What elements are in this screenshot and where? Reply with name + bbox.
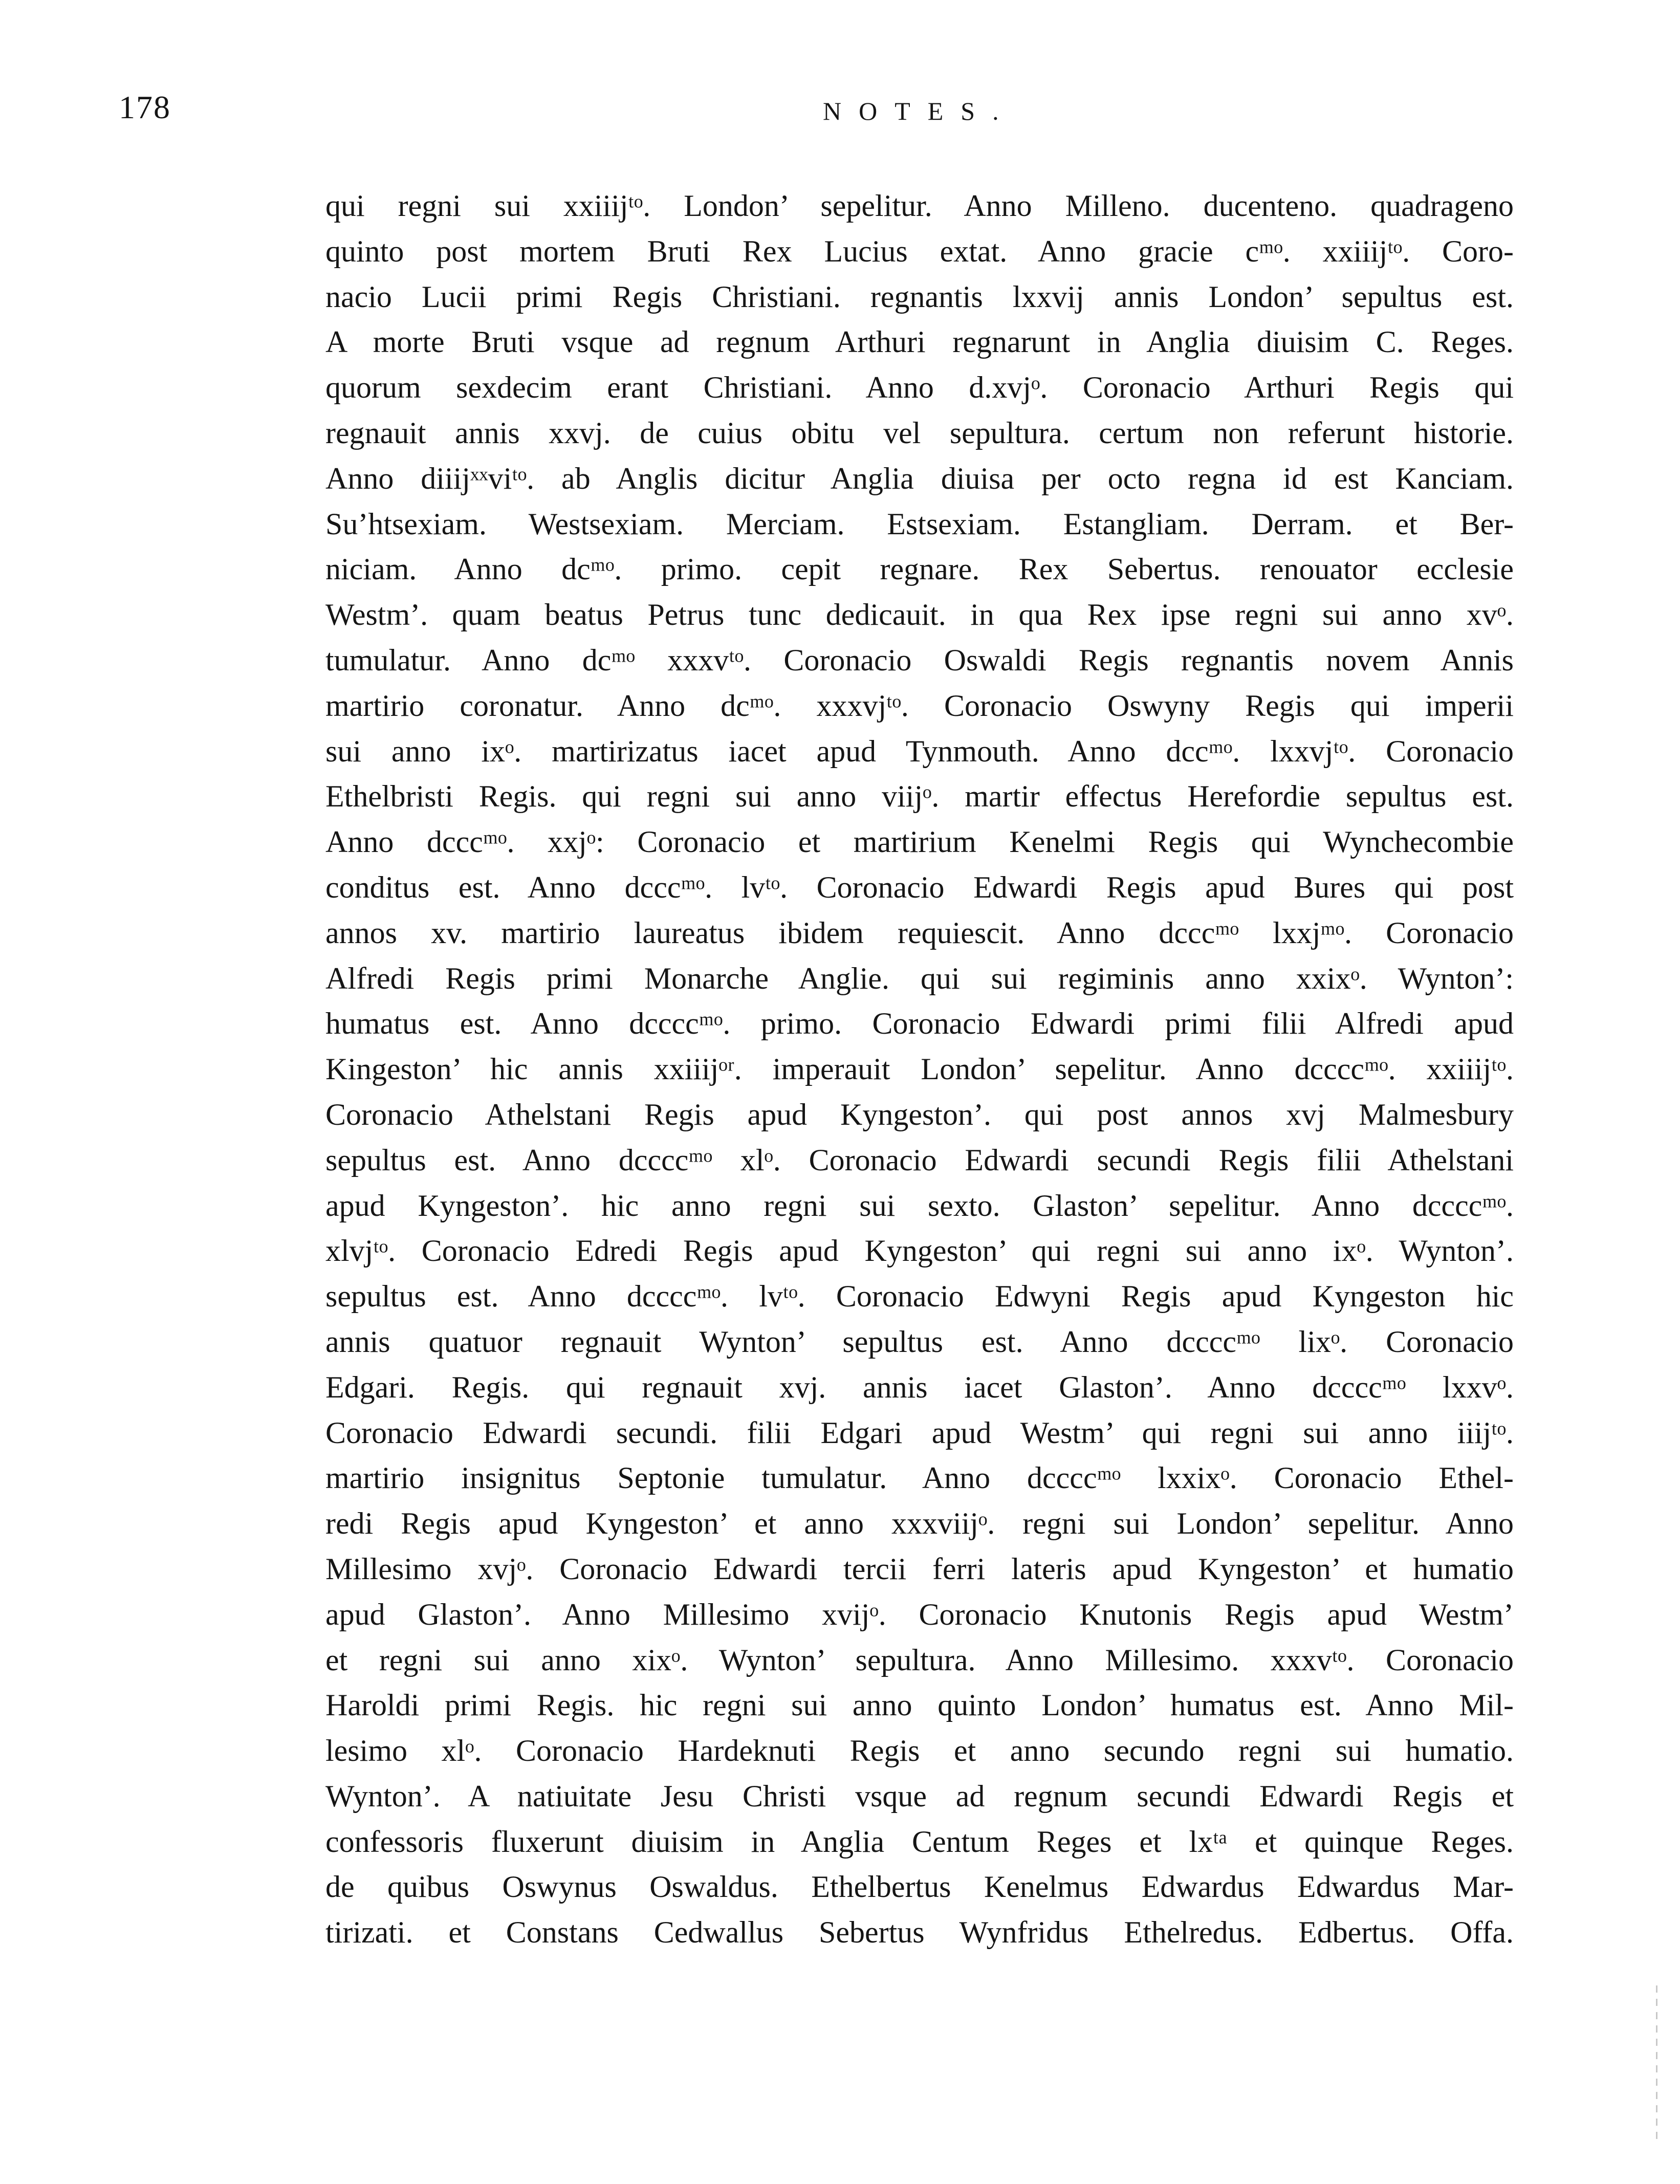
text-line: tirizati. et Constans Cedwallus Sebertus Wynfridus Ethelredus. Edbertus. Offa. bbox=[325, 1915, 1514, 1950]
text-line: annos xv. martirio laureatus ibidem requiescit. Anno dcccᵐᵒ lxxjᵐᵒ. Coronacio bbox=[325, 915, 1514, 950]
text-line: martirio insignitus Septonie tumulatur. Anno dccccᵐᵒ lxxixᵒ. Coronacio Ethel- bbox=[325, 1461, 1514, 1495]
text-line: Haroldi primi Regis. hic regni sui anno quinto London’ humatus est. Anno Mil- bbox=[325, 1688, 1514, 1722]
text-line: regnauit annis xxvj. de cuius obitu vel sepultura. certum non referunt historie. bbox=[325, 416, 1514, 450]
text-line: Wynton’. A natiuitate Jesu Christi vsque ad regnum secundi Edwardi Regis et bbox=[325, 1779, 1514, 1813]
text-line: tumulatur. Anno dcᵐᵒ xxxvᵗᵒ. Coronacio Oswaldi Regis regnantis novem Annis bbox=[325, 643, 1514, 677]
text-line: de quibus Oswynus Oswaldus. Ethelbertus Kenelmus Edwardus Edwardus Mar- bbox=[325, 1870, 1514, 1904]
text-line: Kingeston’ hic annis xxiiijᵒʳ. imperauit London’ sepelitur. Anno dccccᵐᵒ. xxiiijᵗᵒ. bbox=[325, 1052, 1514, 1086]
text-line: Alfredi Regis primi Monarche Anglie. qui sui regiminis anno xxixᵒ. Wynton’: bbox=[325, 961, 1514, 995]
text-line: apud Glaston’. Anno Millesimo xvijᵒ. Coronacio Knutonis Regis apud Westm’ bbox=[325, 1597, 1514, 1631]
text-line: annis quatuor regnauit Wynton’ sepultus est. Anno dccccᵐᵒ lixᵒ. Coronacio bbox=[325, 1324, 1514, 1359]
text-line: martirio coronatur. Anno dcᵐᵒ. xxxvjᵗᵒ. Coronacio Oswyny Regis qui imperii bbox=[325, 688, 1514, 723]
text-line: A morte Bruti vsque ad regnum Arthuri regnarunt in Anglia diuisim C. Reges. bbox=[325, 325, 1514, 359]
text-line: Westm’. quam beatus Petrus tunc dedicauit. in qua Rex ipse regni sui anno xvᵒ. bbox=[325, 598, 1514, 632]
text-line: Edgari. Regis. qui regnauit xvj. annis iacet Glaston’. Anno dccccᵐᵒ lxxvᵒ. bbox=[325, 1370, 1514, 1404]
text-line: et regni sui anno xixᵒ. Wynton’ sepultura. Anno Millesimo. xxxvᵗᵒ. Coronacio bbox=[325, 1643, 1514, 1677]
text-line: niciam. Anno dcᵐᵒ. primo. cepit regnare. Rex Sebertus. renouator ecclesie bbox=[325, 552, 1514, 586]
text-line: apud Kyngeston’. hic anno regni sui sexto. Glaston’ sepelitur. Anno dccccᵐᵒ. bbox=[325, 1188, 1514, 1222]
body-text bbox=[325, 183, 1514, 1955]
text-line: Su’htsexiam. Westsexiam. Merciam. Estsexiam. Estangliam. Derram. et Ber- bbox=[325, 507, 1514, 541]
text-line: confessoris fluxerunt diuisim in Anglia Centum Reges et lxᵗᵃ et quinque Reges. bbox=[325, 1824, 1514, 1859]
text-line: Ethelbristi Regis. qui regni sui anno viijᵒ. martir effectus Herefordie sepultus est. bbox=[325, 779, 1514, 814]
text-line: humatus est. Anno dccccᵐᵒ. primo. Coronacio Edwardi primi filii Alfredi apud bbox=[325, 1007, 1514, 1041]
scan-edge-mark bbox=[1656, 1985, 1657, 2144]
text-line: Millesimo xvjᵒ. Coronacio Edwardi tercii ferri lateris apud Kyngeston’ et humatio bbox=[325, 1552, 1514, 1586]
text-line: qui regni sui xxiiijᵗᵒ. London’ sepelitur. Anno Milleno. ducenteno. quadrageno bbox=[325, 189, 1514, 223]
text-line: nacio Lucii primi Regis Christiani. regnantis lxxvij annis London’ sepultus est. bbox=[325, 279, 1514, 314]
text-line: Anno dcccᵐᵒ. xxjᵒ: Coronacio et martirium Kenelmi Regis qui Wynchecombie bbox=[325, 825, 1514, 859]
text-line: sui anno ixᵒ. martirizatus iacet apud Tynmouth. Anno dccᵐᵒ. lxxvjᵗᵒ. Coronacio bbox=[325, 734, 1514, 768]
page-number: 178 bbox=[119, 89, 171, 125]
running-head: NOTES. bbox=[823, 97, 1016, 125]
text-line: quorum sexdecim erant Christiani. Anno d.xvjᵒ. Coronacio Arthuri Regis qui bbox=[325, 370, 1514, 405]
text-line: quinto post mortem Bruti Rex Lucius extat. Anno gracie cᵐᵒ. xxiiijᵗᵒ. Coro- bbox=[325, 234, 1514, 268]
text-line: redi Regis apud Kyngeston’ et anno xxxviijᵒ. regni sui London’ sepelitur. Anno bbox=[325, 1506, 1514, 1541]
text-line: Coronacio Edwardi secundi. filii Edgari apud Westm’ qui regni sui anno iiijᵗᵒ. bbox=[325, 1415, 1514, 1450]
text-line: xlvjᵗᵒ. Coronacio Edredi Regis apud Kyngeston’ qui regni sui anno ixᵒ. Wynton’. bbox=[325, 1234, 1514, 1268]
text-line: sepultus est. Anno dccccᵐᵒ. lvᵗᵒ. Coronacio Edwyni Regis apud Kyngeston hic bbox=[325, 1279, 1514, 1314]
text-line: Anno diiijˣˣviᵗᵒ. ab Anglis dicitur Anglia diuisa per octo regna id est Kanciam. bbox=[325, 461, 1514, 495]
text-line: Coronacio Athelstani Regis apud Kyngeston’. qui post annos xvj Malmesbury bbox=[325, 1097, 1514, 1131]
text-line: conditus est. Anno dcccᵐᵒ. lvᵗᵒ. Coronacio Edwardi Regis apud Bures qui post bbox=[325, 870, 1514, 904]
text-line: sepultus est. Anno dccccᵐᵒ xlᵒ. Coronacio Edwardi secundi Regis filii Athelstani bbox=[325, 1143, 1514, 1177]
text-line: lesimo xlᵒ. Coronacio Hardeknuti Regis et anno secundo regni sui humatio. bbox=[325, 1734, 1514, 1768]
